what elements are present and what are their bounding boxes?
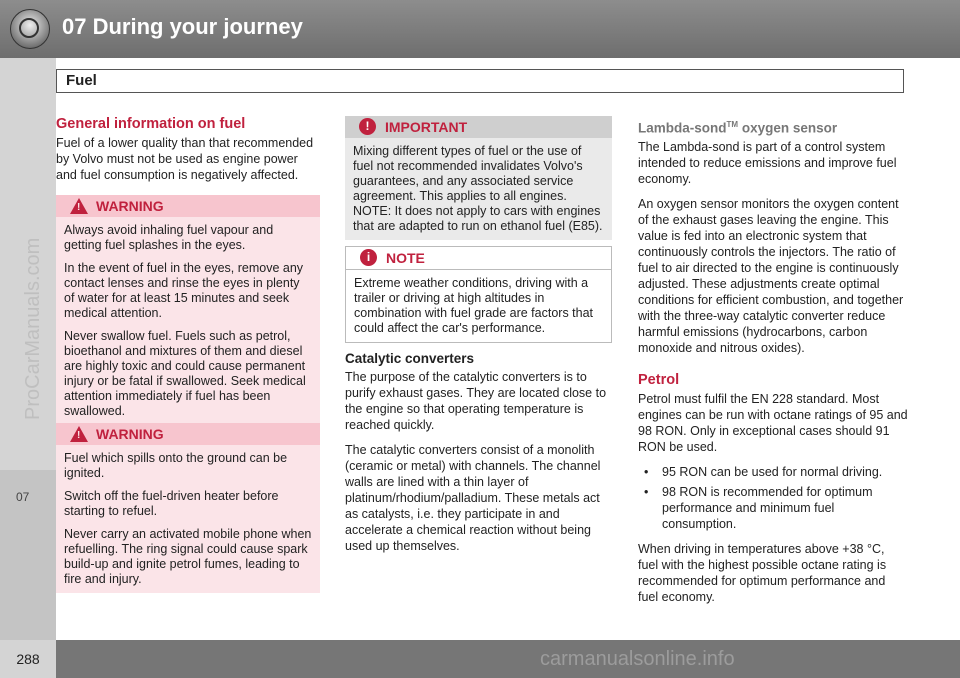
footer-bar	[0, 640, 960, 678]
chapter-title: 07 During your journey	[62, 14, 303, 39]
section-header	[56, 69, 904, 93]
catalytic-section	[345, 351, 612, 563]
warning-text: Never swallow fuel. Fuels such as petrol, bioethanol and mixtures of them and diesel are highly toxic and could cause permanent injury or be fatal if swallowed. Seek medical attention immediately if fuel has been swallowed.	[64, 329, 306, 418]
steering-wheel-icon	[10, 9, 50, 49]
petrol-text: Petrol must fulfil the EN 228 standard. Most engines can be run with octane ratings of 95 and 98 RON. Only in exceptional cases should 91 RON be used.	[638, 391, 908, 454]
exclamation-circle-icon: !	[359, 118, 376, 135]
warning-title: WARNING	[96, 426, 164, 442]
note-box	[345, 246, 612, 343]
list-item: • 95 RON can be used for normal driving.	[638, 464, 908, 480]
lambda-text: The Lambda-sond is part of a control system intended to reduce emissions and improve fuel economy.	[638, 139, 897, 186]
warning-text: Switch off the fuel-driven heater before starting to refuel.	[64, 489, 279, 518]
warning-text: Always avoid inhaling fuel vapour and getting fuel splashes in the eyes.	[64, 223, 274, 252]
lambda-heading: Lambda-sond™ oxygen sensor	[638, 120, 838, 136]
general-info-text: Fuel of a lower quality than that recommended by Volvo must not be used as engine power and fuel consumption is negatively affected.	[56, 136, 314, 182]
chapter-number: 07	[16, 490, 30, 504]
info-circle-icon: i	[360, 249, 377, 266]
catalytic-text: The catalytic converters consist of a monolith (ceramic or metal) with channels. The channel walls are lined with a thin layer of platinum/rhodium/palladium. These metals act as catalysts, i.e. they participate in and accelerate a chemical reaction without being used up themselves.	[345, 443, 601, 553]
note-title: NOTE	[386, 250, 425, 266]
petrol-heading: Petrol	[638, 371, 680, 388]
top-header-bar	[0, 0, 960, 58]
bottom-watermark: carmanualsonline.info	[540, 648, 735, 670]
warning-text: Fuel which spills onto the ground can be ignited.	[64, 451, 288, 480]
warning-triangle-icon: !	[70, 426, 88, 442]
catalytic-heading: Catalytic converters	[345, 351, 475, 366]
petrol-text: When driving in temperatures above +38 °C, fuel with the highest possible octane rating is recommended for optimum performance and fuel economy.	[638, 541, 887, 604]
warning-box-2	[56, 423, 320, 593]
lambda-text: An oxygen sensor monitors the oxygen content of the exhaust gases leaving the engine. This value is fed into an electronic system that continuously controls the injectors. The ratio of fuel to air directed to the engine is continuously adjusted. These adjustments create optimal conditions for efficient combustion, and together with the three-way catalytic converter reduce harmful emissions (hydrocarbons, carbon monoxide and nitrous oxides).	[638, 196, 904, 355]
warning-text: In the event of fuel in the eyes, remove any contact lenses and rinse the eyes in plenty of water for at least 15 minutes and seek medical attention.	[64, 261, 304, 320]
warning-title: WARNING	[96, 198, 164, 214]
warning-box-1	[56, 195, 320, 425]
side-watermark: ProCarManuals.com	[22, 237, 44, 420]
warning-text: Never carry an activated mobile phone when refuelling. The ring signal could cause spark build-up and ignite petrol fumes, leading to fire and injury.	[64, 527, 312, 586]
column-3	[638, 117, 908, 614]
section-title: Fuel	[66, 72, 97, 89]
note-text: Extreme weather conditions, driving with a trailer or driving at high altitudes in combination with fuel grade are factors that could affect the car's performance.	[354, 276, 594, 335]
catalytic-text: The purpose of the catalytic converters is to purify exhaust gases. They are located close to the engine so that operating temperature is reached quickly.	[345, 370, 607, 432]
important-box	[345, 116, 612, 240]
list-item: • 98 RON is recommended for optimum performance and minimum fuel consumption.	[638, 484, 908, 532]
important-title: IMPORTANT	[385, 119, 468, 135]
general-info-heading: General information on fuel	[56, 116, 246, 132]
column-1	[56, 116, 320, 192]
petrol-bullet-list	[638, 464, 908, 532]
page-number: 288	[0, 640, 56, 678]
important-text: Mixing different types of fuel or the use of fuel not recommended invalidates Volvo's guarantees, and any associated service agreement. This applies to all engines. NOTE: It does not apply to cars with engines that are adapted to run on ethanol fuel (E85).	[353, 144, 603, 233]
warning-triangle-icon: !	[70, 198, 88, 214]
